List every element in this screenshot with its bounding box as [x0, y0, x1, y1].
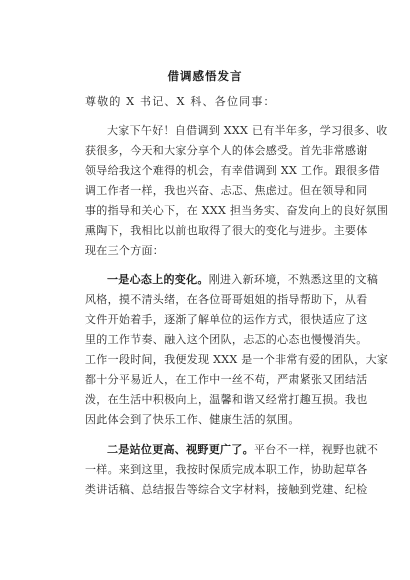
paragraph-line: 里的工作节奏、融入这个团队，忐忑的心态也慢慢消失。 — [85, 333, 368, 346]
paragraph-text: 刚进入新环境，不熟悉这里的文稿 — [208, 273, 379, 286]
paragraph-line: 类讲话稿、总结报告等综合文字材料，接触到党建、纪检 — [85, 483, 368, 496]
section-heading: 一是心态上的变化。 — [107, 273, 209, 286]
paragraph-line: 熏陶下，我相比以前也取得了很大的变化与进步。主要体 — [85, 224, 368, 237]
paragraph-line: 调工作者一样，我也兴奋、忐忑、焦虑过。但在领导和同 — [85, 184, 368, 197]
paragraph-line: 事的指导和关心下，在 XXX 担当务实、奋发向上的良好氛围 — [85, 204, 389, 217]
paragraph-line: 都十分平易近人，在工作中一丝不苟，严肃紧张又团结活 — [85, 373, 368, 386]
paragraph-line: 获很多，今天和大家分享个人的体会感受。首先非常感谢 — [85, 144, 368, 157]
paragraph-line: 风格，摸不清头绪，在各位哥哥姐姐的指导帮助下，从看 — [85, 293, 368, 306]
paragraph-line: 泼，在生活中积极向上，温馨和谐又经常打趣互损。我也 — [85, 393, 368, 406]
paragraph-line: 文件开始着手，逐渐了解单位的运作方式，很快适应了这 — [85, 313, 368, 326]
paragraph-line: 大家下午好！自借调到 XXX 已有半年多，学习很多、收 — [107, 124, 388, 137]
paragraph-line: 工作一段时间，我便发现 XXX 是一个非常有爱的团队，大家 — [85, 353, 389, 366]
paragraph-line: 现在三个方面： — [85, 244, 165, 257]
document-title: 借调感悟发言 — [167, 69, 243, 83]
section-heading: 二是站位更高、视野更广了。 — [107, 443, 254, 456]
paragraph-line: 一样。来到这里，我按时保质完成本职工作，协助起草各 — [85, 463, 368, 476]
paragraph-line: 领导给我这个难得的机会，有幸借调到 XX 工作。跟很多借 — [85, 164, 381, 177]
paragraph-text: 平台不一样，视野也就不 — [253, 443, 379, 456]
paragraph-first-line — [85, 271, 379, 289]
paragraph-line: 因此体会到了快乐工作、健康生活的氛围。 — [85, 413, 300, 426]
paragraph-first-line — [85, 441, 379, 459]
salutation: 尊敬的 X 书记、X 科、各位同事： — [85, 95, 276, 108]
